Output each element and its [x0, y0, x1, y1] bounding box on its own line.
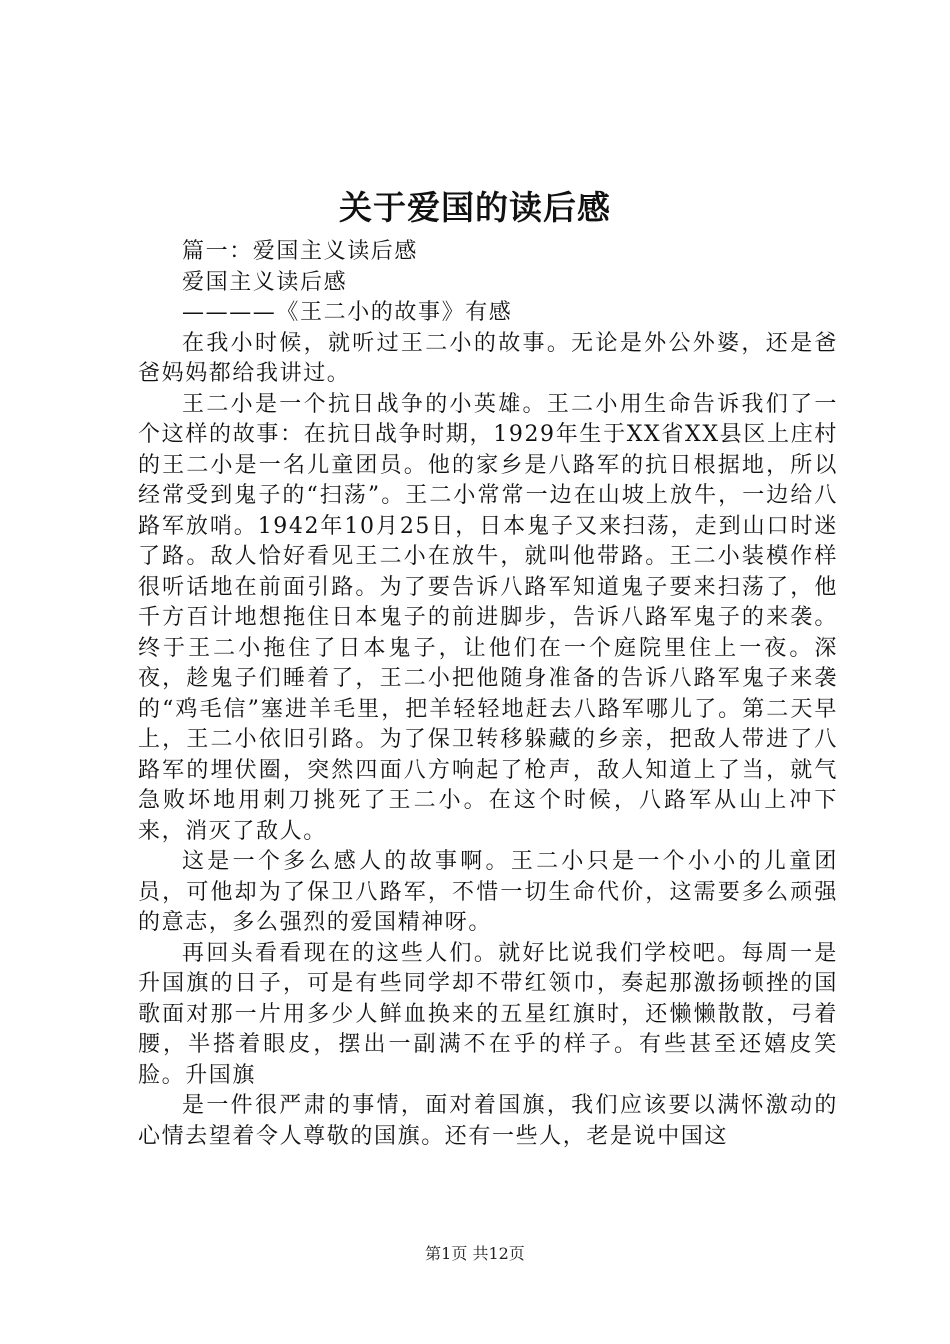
paragraph-essay-subtitle: ————《王二小的故事》有感	[182, 300, 513, 325]
paragraph-body: 在我小时候，就听过王二小的故事。无论是外公外婆，还是爸爸妈妈都给我讲过。	[138, 330, 838, 386]
paragraph-section-heading: 篇一：爱国主义读后感	[182, 239, 419, 264]
document-body	[138, 237, 838, 1152]
paragraph-essay-title: 爱国主义读后感	[182, 269, 348, 295]
paragraph-body: 王二小是一个抗日战争的小英雄。王二小用生命告诉我们了一个这样的故事：在抗日战争时期，1929年生于XX省XX县区上庄村的王二小是一名儿童团员。他的家乡是八路军的抗日根据地，所以经常受到鬼子的“扫荡”。王二小常常一边在山坡上放牛，一边给八路军放哨。1942年10月25日，日本鬼子又来扫荡，走到山口时迷了路。敌人恰好看见王二小在放牛，就叫他带路。王二小装模作样很听话地在前面引路。为了要告诉八路军知道鬼子要来扫荡了，他千方百计地想拖住日本鬼子的前进脚步，告诉八路军鬼子的来袭。终于王二小拖住了日本鬼子，让他们在一个庭院里住上一夜。深夜，趁鬼子们睡着了，王二小把他随身准备的告诉八路军鬼子来袭的“鸡毛信”塞进羊毛里，把羊轻轻地赶去八路军哪儿了。第二天早上，王二小依旧引路。为了保卫转移躲藏的乡亲，把敌人带进了八路军的埋伏圈，突然四面八方响起了枪声，敌人知道上了当，就气急败坏地用刺刀挑死了王二小。在这个时候，八路军从山上冲下来，消灭了敌人。	[138, 391, 838, 844]
paragraph-body: 这是一个多么感人的故事啊。王二小只是一个小小的儿童团员，可他却为了保卫八路军，不惜一切生命代价，这需要多么顽强的意志，多么强烈的爱国精神呀。	[138, 849, 838, 935]
paragraph-body: 再回头看看现在的这些人们。就好比说我们学校吧。每周一是升国旗的日子，可是有些同学却不带红领巾，奏起那激扬顿挫的国歌面对那一片用多少人鲜血换来的五星红旗时，还懒懒散散，弓着腰，半搭着眼皮，摆出一副满不在乎的样子。有些甚至还嬉皮笑脸。升国旗	[138, 940, 838, 1088]
document-title: 关于爱国的读后感	[339, 188, 611, 227]
page-number-footer: 第1页 共12页	[425, 1244, 525, 1263]
paragraph-body: 是一件很严肃的事情，面对着国旗，我们应该要以满怀激动的心情去望着令人尊敬的国旗。还有一些人，老是说中国这	[138, 1093, 838, 1149]
